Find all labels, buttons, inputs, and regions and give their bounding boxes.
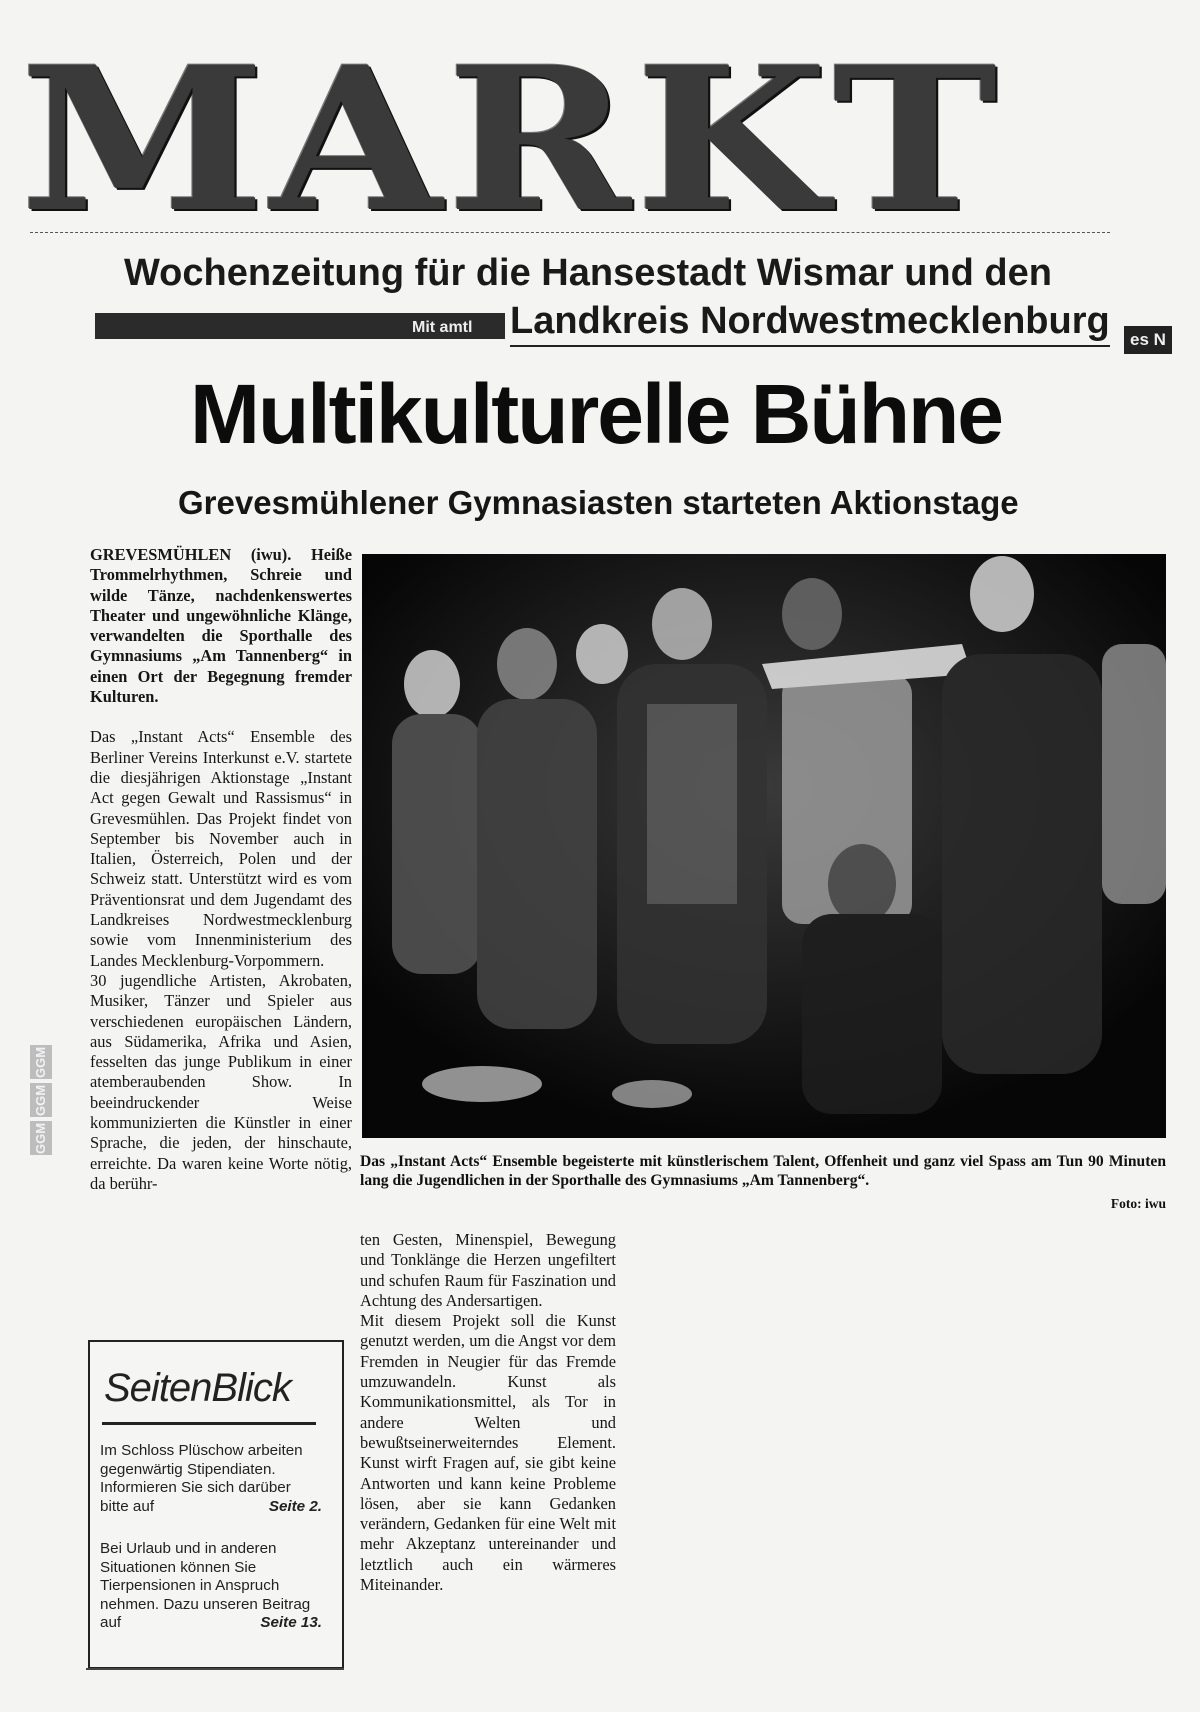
seitenblick-box xyxy=(88,1340,344,1669)
seitenblick-item xyxy=(100,1540,322,1633)
side-strip xyxy=(30,1045,52,1285)
stage-photo-performers xyxy=(362,554,1166,1138)
seitenblick-bottom-rule xyxy=(86,1668,344,1670)
article-paragraph: ten Gesten, Minenspiel, Bewegung und Tonklänge die Herzen ungefiltert und schufen Raum für Faszination und Achtung des Andersartigen. xyxy=(360,1230,616,1310)
masthead-bar-text: Mit amtl xyxy=(412,319,473,336)
article-paragraph: 30 jugendliche Artisten, Akrobaten, Musiker, Tänzer und Spieler aus verschiedenen europäischen Ländern, aus Südamerika, Afrika und Asien, fesselten das junge Publikum in einer atemberaubenden Show. In beeindruckender Weise kommunizierten die Künstler in einer Sprache, die jeden, der hinschaute, erreichte. Da waren keine Worte nötig, da berühr- xyxy=(90,970,352,1193)
article-subheadline: Grevesmühlener Gymnasiasten starteten Aktionstage xyxy=(178,484,1019,521)
article-column-left xyxy=(90,545,352,1194)
masthead-rule xyxy=(30,232,1110,233)
seitenblick-page-ref[interactable]: Seite 13. xyxy=(260,1614,322,1631)
masthead-subtitle-rule xyxy=(510,345,1110,347)
photo-caption: Das „Instant Acts“ Ensemble begeisterte mit künstlerischem Talent, Offenheit und ganz viel Spass am Tun 90 Minuten lang die Jugendlichen in der Sporthalle des Gymnasiums „Am Tannenberg“. xyxy=(360,1153,1166,1189)
article-paragraph: Das „Instant Acts“ Ensemble des Berliner Vereins Interkunst e.V. startete die diesjährigen Aktionstage „Instant Act gegen Gewalt und Rassismus“ in Grevesmühlen. Das Projekt findet von September bis November auch in Italien, Österreich, Polen und der Schweiz statt. Unterstützt wird es vom Präventionsrat und dem Jugendamt des Landkreises Nordwestmecklenburg sowie vom Innenministerium des Landes Mecklenburg-Vorpommern. xyxy=(90,727,352,970)
masthead-subtitle-line1: Wochenzeitung für die Hansestadt Wismar und den xyxy=(124,252,1052,294)
masthead-corner-tag: es N xyxy=(1124,326,1172,354)
seitenblick-page-ref[interactable]: Seite 2. xyxy=(268,1497,322,1515)
seitenblick-title: SeitenBlick xyxy=(104,1366,291,1410)
seitenblick-item-text: Im Schloss Plüschow arbeiten gegenwärtig Stipendiaten. Informieren Sie sich darüber bitte auf xyxy=(100,1442,303,1515)
article-headline: Multikulturelle Bühne xyxy=(190,367,1003,461)
article-column-right xyxy=(360,1230,616,1595)
seitenblick-item xyxy=(100,1442,322,1516)
side-strip-tag: GGM xyxy=(30,1045,52,1079)
article-photo xyxy=(362,554,1166,1138)
seitenblick-rule xyxy=(102,1422,316,1425)
article-lead: GREVESMÜHLEN (iwu). Heiße Trommelrhythmen, Schreie und wilde Tänze, nachdenkenswertes Theater und ungewöhnliche Klänge, verwandelten die Sporthalle des Gymnasiums „Am Tannenberg“ in einen Ort der Begegnung fremder Kulturen. xyxy=(90,545,352,707)
masthead-subtitle-line2: Landkreis Nordwestmecklenburg xyxy=(510,300,1110,342)
photo-credit: Foto: iwu xyxy=(1110,1196,1166,1211)
masthead-title: MARKT xyxy=(20,23,1002,256)
article-paragraph: Mit diesem Projekt soll die Kunst genutzt werden, um die Angst vor dem Fremden in Neugier für das Fremde umzuwandeln. Kunst als Kommunikationsmittel, als Tor in andere Welten und bewußtseinerweiterndes Element. Kunst wirft Fragen auf, sie gibt keine Antworten und kann keine Probleme lösen, aber sie kann Gedanken verändern, Gedanken für eine Welt mit mehr Akzeptanz untereinander und letztlich auch ein wärmeres Miteinander. xyxy=(360,1311,616,1595)
seitenblick-item-text: Bei Urlaub und in anderen Situationen können Sie Tierpensionen in Anspruch nehmen. Dazu unseren Beitrag auf xyxy=(100,1540,311,1631)
side-strip-tag: GGM xyxy=(30,1121,52,1155)
side-strip-tag: GGM xyxy=(30,1083,52,1117)
